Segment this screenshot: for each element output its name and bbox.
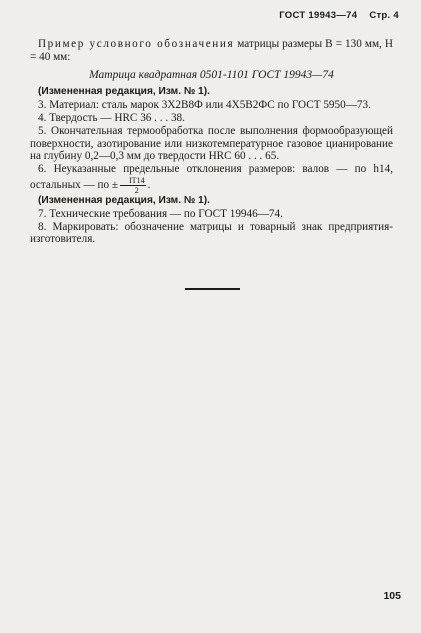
- fraction-numerator: IT14: [120, 176, 146, 186]
- end-rule-divider: [185, 288, 240, 290]
- item-7-requirements: 7. Технические требования — по ГОСТ 19946—74.: [38, 207, 283, 220]
- tolerance-fraction: [120, 176, 146, 195]
- amendment-note-2: (Измененная редакция, Изм. № 1).: [38, 194, 210, 206]
- example-intro-spaced: Пример условного обозначения: [38, 38, 235, 50]
- document-body: [30, 38, 393, 246]
- item-6-text: 6. Неуказанные предельные отклонения размеров: валов — по h14, остальных — по ±: [30, 163, 393, 192]
- item-8-marking: 8. Маркировать: обозначение матрицы и товарный знак предприятия-изготовителя.: [30, 220, 393, 246]
- page-number: 105: [383, 590, 401, 602]
- example-intro-rest: матрицы размеры B = 130 мм, H = 40 мм:: [30, 38, 393, 63]
- item-3-material: 3. Материал: сталь марок 3Х2В8Ф или 4Х5В2ФС по ГОСТ 5950—73.: [38, 99, 371, 112]
- example-designation: Матрица квадратная 0501-1101 ГОСТ 19943—74: [89, 68, 334, 81]
- item-6-end: .: [147, 179, 151, 192]
- amendment-note-1: (Измененная редакция, Изм. № 1).: [38, 86, 210, 98]
- item-6-tolerances: [30, 163, 393, 195]
- page-header: [279, 10, 399, 21]
- example-intro: [30, 38, 393, 64]
- page-label: Стр. 4: [369, 10, 399, 21]
- item-4-hardness: 4. Твердость — HRC 36 . . . 38.: [38, 111, 185, 124]
- item-5-heat-treatment: 5. Окончательная термообработка после выполнения формообразующей поверхности, азотирование или низкотемпературное газовое цианирование на глубину 0,2—0,3 мм до твердости HRC 60 . . . 65.: [30, 124, 393, 163]
- standard-number: ГОСТ 19943—74: [279, 10, 358, 21]
- fraction-denominator: 2: [134, 185, 139, 195]
